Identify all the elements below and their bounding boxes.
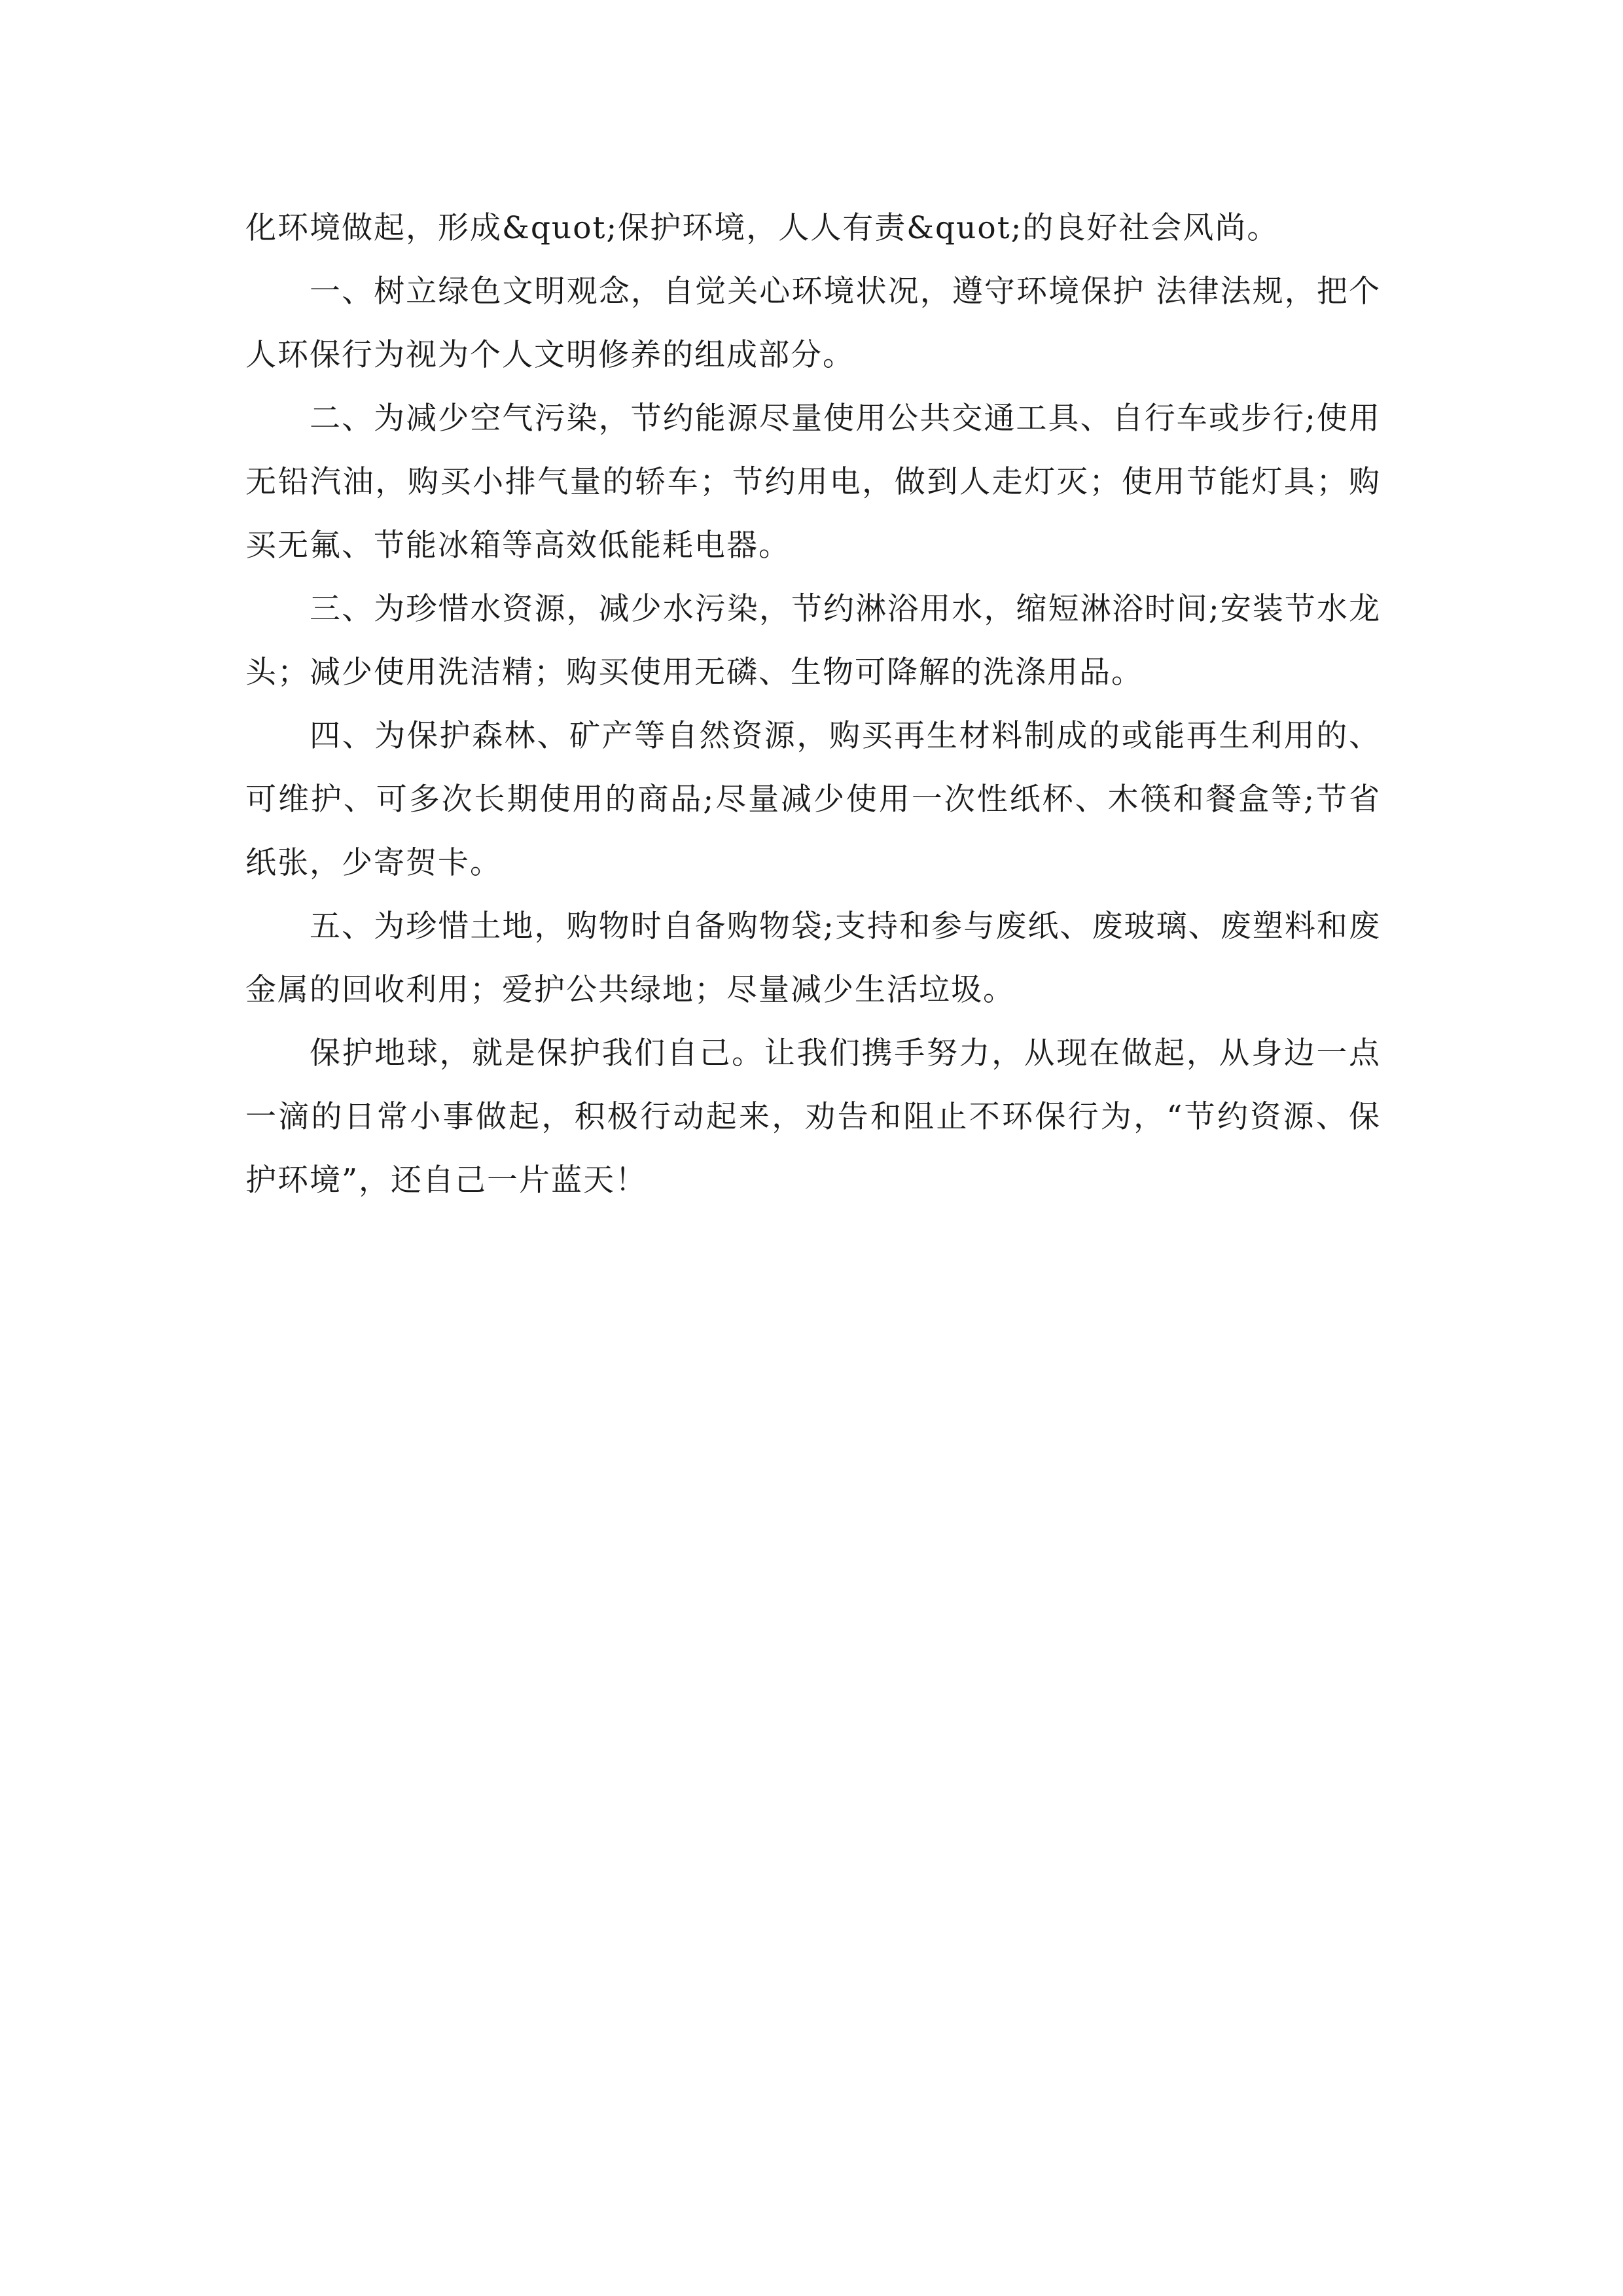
paragraph-item-5: 五、为珍惜土地，购物时自备购物袋;支持和参与废纸、废玻璃、废塑料和废金属的回收利用；爱护公共绿地；尽量减少生活垃圾。 [245, 908, 1381, 1008]
document-body [245, 196, 1381, 1212]
paragraph-closing: 保护地球，就是保护我们自己。让我们携手努力，从现在做起，从身边一点一滴的日常小事做起，积极行动起来，劝告和阻止不环保行为，“节约资源、保护环境”，还自己一片蓝天！ [245, 1035, 1381, 1198]
paragraph-continuation: 化环境做起，形成&quot;保护环境，人人有责&quot;的良好社会风尚。 [245, 210, 1279, 246]
paragraph-item-4: 四、为保护森林、矿产等自然资源，购买再生材料制成的或能再生利用的、可维护、可多次长期使用的商品;尽量减少使用一次性纸杯、木筷和餐盒等;节省纸张，少寄贺卡。 [245, 718, 1381, 881]
paragraph-item-3: 三、为珍惜水资源，减少水污染，节约淋浴用水，缩短淋浴时间;安装节水龙头；减少使用洗洁精；购买使用无磷、生物可降解的洗涤用品。 [245, 591, 1381, 691]
paragraph-item-1: 一、树立绿色文明观念，自觉关心环境状况，遵守环境保护 法律法规，把个人环保行为视为个人文明修养的组成部分。 [245, 274, 1381, 373]
paragraph-item-2: 二、为减少空气污染，节约能源尽量使用公共交通工具、自行车或步行;使用无铅汽油，购买小排气量的轿车；节约用电，做到人走灯灭；使用节能灯具；购买无氟、节能冰箱等高效低能耗电器。 [245, 401, 1381, 564]
